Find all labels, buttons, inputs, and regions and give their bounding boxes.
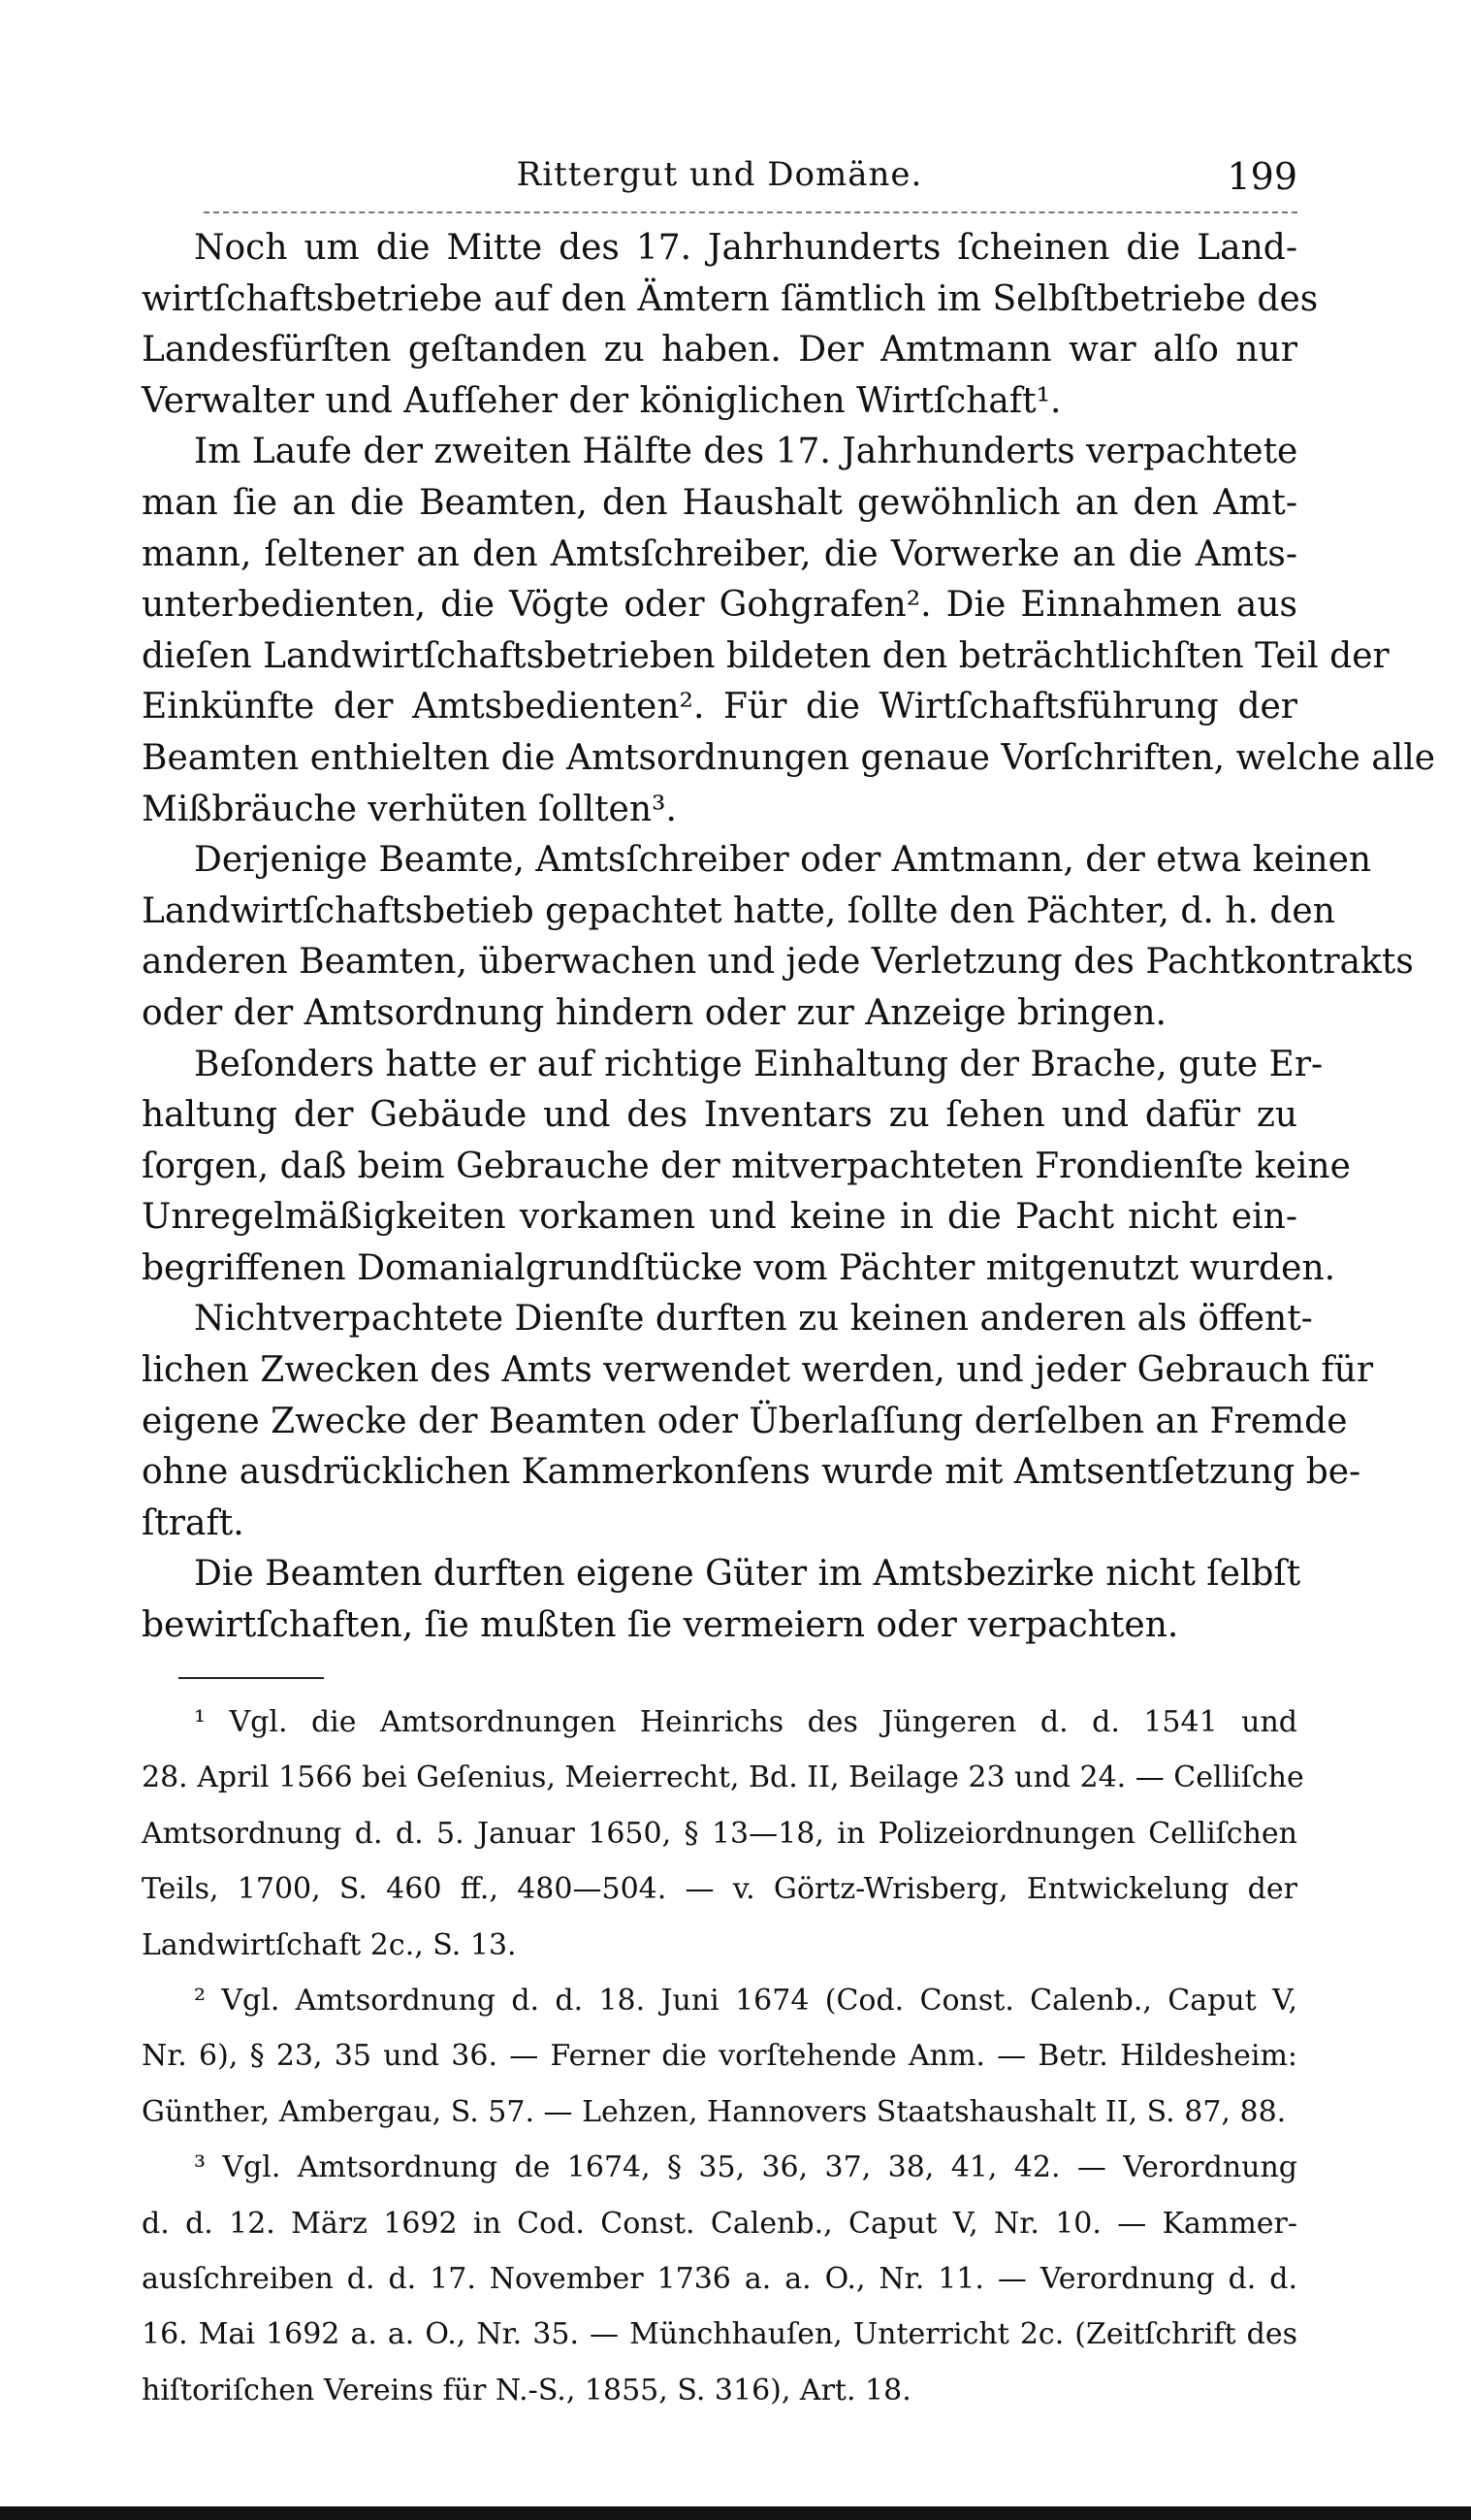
text-line: Noch um die Mitte des 17. Jahrhunderts ſcheinen die Land- xyxy=(194,228,1297,268)
paragraph xyxy=(142,835,1414,1039)
header-rule xyxy=(204,211,1297,213)
running-title: Rittergut und Domäne. xyxy=(516,155,923,194)
text-line: begriffenen Domanialgrundſtücke vom Pächter mitgenutzt wurden. xyxy=(142,1247,1336,1288)
text-line: wirtſchaftsbetriebe auf den Ämtern ſämtlich im Selbſtbetriebe des xyxy=(142,278,1319,319)
footnote-line: 16. Mai 1692 a. a. O., Nr. 35. — Münchhauſen, Unterricht 2c. (Zeitſchrift des xyxy=(142,2317,1297,2352)
text-line: man ſie an die Beamten, den Haushalt gewöhnlich an den Amt- xyxy=(142,482,1297,523)
footnote-rule xyxy=(178,1677,324,1679)
footnote-line: ausſchreiben d. d. 17. November 1736 a. a. O., Nr. 11. — Verordnung d. d. xyxy=(142,2261,1297,2296)
text-line: Beamten enthielten die Amtsordnungen genaue Vorſchriften, welche alle xyxy=(142,737,1436,778)
page-number: 199 xyxy=(1227,155,1297,198)
paragraph xyxy=(142,1040,1351,1295)
text-line: ohne ausdrücklichen Kammerkonſens wurde mit Amtsentſetzung be- xyxy=(142,1452,1361,1493)
text-line: Derjenige Beamte, Amtsſchreiber oder Amtmann, der etwa keinen xyxy=(194,840,1372,881)
footnote-line: ³ Vgl. Amtsordnung de 1674, § 35, 36, 37, 38, 41, 42. — Verordnung xyxy=(194,2150,1297,2185)
text-line: Verwalter und Aufſeher der königlichen Wirtſchaft¹. xyxy=(142,380,1062,421)
footnotes xyxy=(142,1695,1304,2418)
text-line: Im Laufe der zweiten Hälfte des 17. Jahrhunderts verpachtete xyxy=(194,432,1298,472)
paragraph xyxy=(142,223,1319,427)
text-line: ſtraft. xyxy=(142,1502,244,1543)
scan-edge xyxy=(0,2506,1471,2520)
text-line: Nichtverpachtete Dienſte durften zu keinen anderen als öffent- xyxy=(194,1299,1313,1340)
footnote-line: Günther, Ambergau, S. 57. — Lehzen, Hannovers Staatshaushalt II, S. 87, 88. xyxy=(142,2094,1287,2129)
footnote-line: Nr. 6), § 23, 35 und 36. — Ferner die vorſtehende Anm. — Betr. Hildesheim: xyxy=(142,2039,1297,2074)
text-line: haltung der Gebäude und des Inventars zu ſehen und dafür zu xyxy=(142,1095,1297,1136)
text-line: mann, ſeltener an den Amtsſchreiber, die Vorwerke an die Amts- xyxy=(142,533,1297,574)
text-line: Landesfürſten geſtanden zu haben. Der Amtmann war alſo nur xyxy=(142,330,1297,371)
footnote-line: 28. April 1566 bei Geſenius, Meierrecht, Bd. II, Beilage 23 und 24. — Celliſche xyxy=(142,1761,1304,1795)
footnote-line: hiſtoriſchen Vereins für N.-S., 1855, S. 316), Art. 18. xyxy=(142,2373,911,2407)
footnote-line: Amtsordnung d. d. 5. Januar 1650, § 13—18, in Polizeiordnungen Celliſchen xyxy=(142,1816,1297,1851)
paragraph xyxy=(142,1294,1374,1549)
footnote-line: d. d. 12. März 1692 in Cod. Const. Calenb., Caput V, Nr. 10. — Kammer- xyxy=(142,2206,1297,2241)
text-line: anderen Beamten, überwachen und jede Verletzung des Pachtkontrakts xyxy=(142,942,1414,983)
text-line: lichen Zwecken des Amts verwendet werden, und jeder Gebrauch für xyxy=(142,1350,1374,1391)
text-line: Einkünfte der Amtsbedienten². Für die Wirtſchaftsführung der xyxy=(142,687,1297,727)
paragraph xyxy=(142,427,1436,835)
footnote-line: ¹ Vgl. die Amtsordnungen Heinrichs des Jüngeren d. d. 1541 und xyxy=(194,1705,1297,1739)
text-line: ſorgen, daß beim Gebrauche der mitverpachteten Frondienſte keine xyxy=(142,1146,1351,1186)
text-line: Landwirtſchaftsbetieb gepachtet hatte, ſollte den Pächter, d. h. den xyxy=(142,890,1335,931)
paragraph xyxy=(142,1549,1301,1651)
text-line: dieſen Landwirtſchaftsbetrieben bildeten den beträchtlichſten Teil der xyxy=(142,635,1390,676)
footnote xyxy=(142,1695,1304,1973)
running-header xyxy=(142,155,1297,206)
text-line: unterbedienten, die Vögte oder Gohgrafen². Die Einnahmen aus xyxy=(142,585,1297,626)
main-text xyxy=(142,223,1436,1652)
footnote xyxy=(142,1973,1297,2140)
footnote-line: Teils, 1700, S. 460 ff., 480—504. — v. Görtz-Wrisberg, Entwickelung der xyxy=(142,1872,1297,1907)
text-line: Mißbräuche verhüten ſollten³. xyxy=(142,789,677,829)
text-line: Die Beamten durften eigene Güter im Amtsbezirke nicht ſelbſt xyxy=(194,1554,1301,1595)
footnote-line: Landwirtſchaft 2c., S. 13. xyxy=(142,1927,517,1962)
footnote-line: ² Vgl. Amtsordnung d. d. 18. Juni 1674 (Cod. Const. Calenb., Caput V, xyxy=(194,1983,1297,2018)
text-line: Unregelmäßigkeiten vorkamen und keine in die Pacht nicht ein- xyxy=(142,1197,1297,1238)
text-line: oder der Amtsordnung hindern oder zur Anzeige bringen. xyxy=(142,992,1167,1033)
footnote xyxy=(142,2140,1297,2418)
text-line: eigene Zwecke der Beamten oder Überlaſſung derſelben an Fremde xyxy=(142,1401,1348,1441)
text-line: bewirtſchaften, ſie mußten ſie vermeiern oder verpachten. xyxy=(142,1605,1179,1646)
text-line: Beſonders hatte er auf richtige Einhaltung der Brache, gute Er- xyxy=(194,1044,1324,1084)
